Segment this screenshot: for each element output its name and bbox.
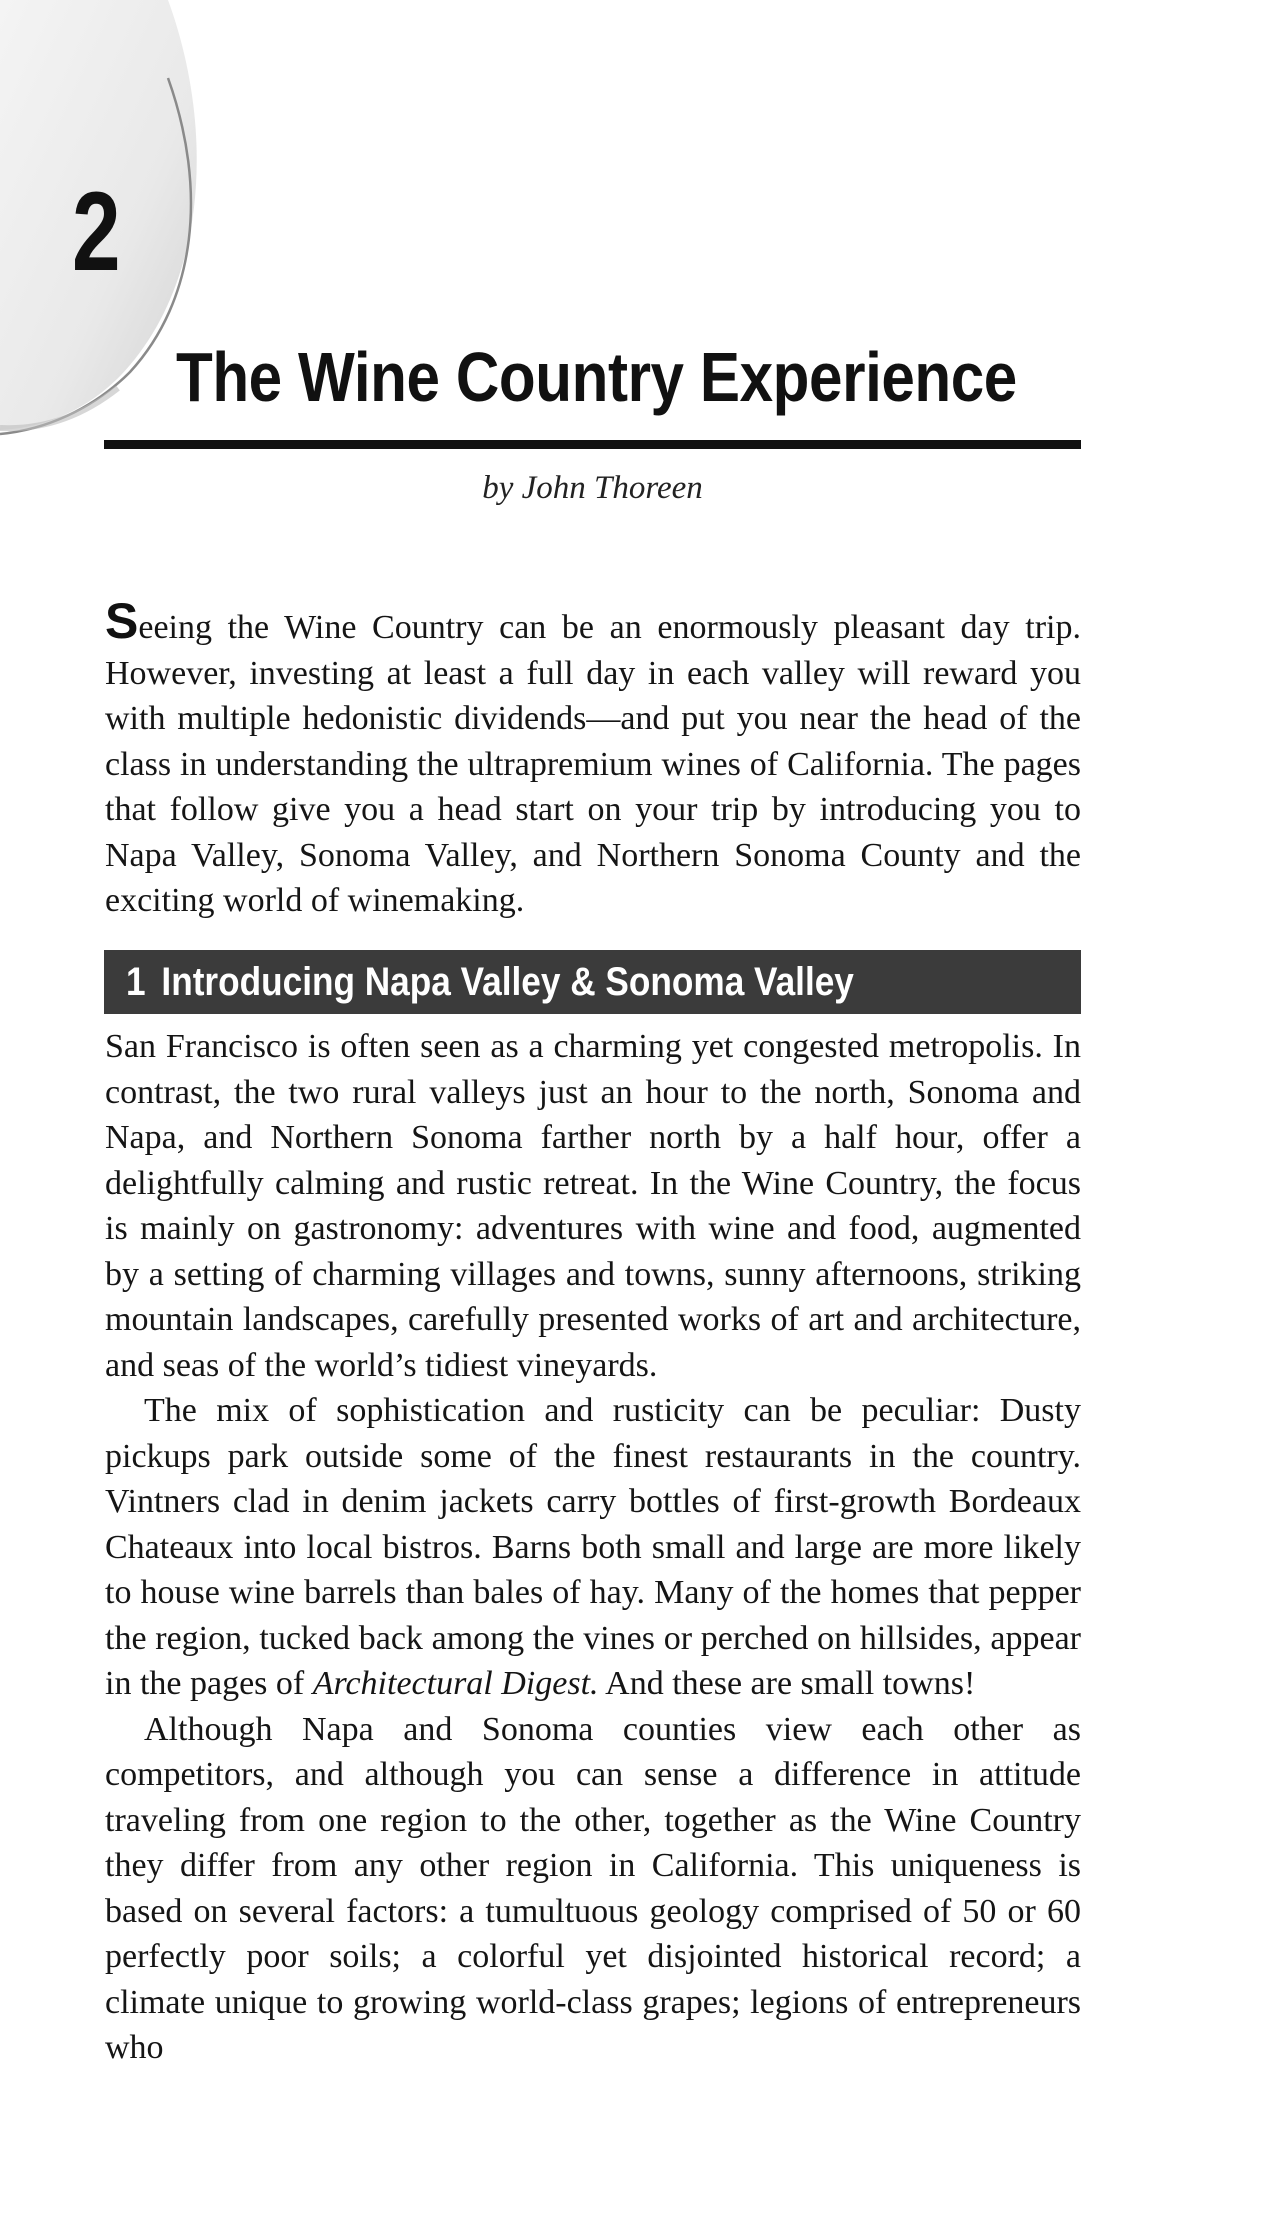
intro-text: eeing the Wine Country can be an enormously pleasant day trip. However, investing at least a full day in each valley will reward you with multiple hedonistic dividends—and put you near the head of the class in understanding the ultrapremium wines of California. The pages that follow give you a head start on your trip by introducing you to Napa Valley, Sonoma Valley, and Northern Sonoma County and the exciting world of winemaking. bbox=[105, 609, 1081, 919]
title-rule bbox=[104, 440, 1081, 449]
intro-paragraph bbox=[105, 593, 1081, 924]
paragraph-text-before: The mix of sophistication and rusticity can be peculiar: Dusty pickups park outside some of the finest restaurants in the country. Vintners clad in denim jackets carry bottles of first-growth Bordeaux Chateaux into local bistros. Barns both small and large are more likely to house wine barrels than bales of hay. Many of the homes that pepper the region, tucked back among the vines or perched on hillsides, appear in the pages of bbox=[105, 1392, 1081, 1702]
paragraph bbox=[105, 1388, 1081, 1707]
section-heading bbox=[104, 950, 1081, 1014]
dropcap: S bbox=[105, 593, 139, 649]
byline: by John Thoreen bbox=[482, 470, 703, 506]
section-body bbox=[105, 1024, 1081, 2071]
paragraph: San Francisco is often seen as a charming yet congested metropolis. In contrast, the two rural valleys just an hour to the north, Sonoma and Napa, and Northern Sonoma farther north by a half hour, offer a delightfully calming and rustic retreat. In the Wine Country, the focus is mainly on gastronomy: adventures with wine and food, augmented by a setting of charming villages and towns, sunny afternoons, striking mountain landscapes, carefully presented works of art and architecture, and seas of the world’s tidiest vineyards. bbox=[105, 1028, 1081, 1384]
section-title: Introducing Napa Valley & Sonoma Valley bbox=[161, 960, 854, 1004]
chapter-title: The Wine Country Experience bbox=[176, 338, 1017, 416]
chapter-number: 2 bbox=[72, 169, 121, 294]
section-number: 1 bbox=[126, 960, 146, 1004]
paragraph-text-after: And these are small towns! bbox=[598, 1665, 976, 1702]
paragraph: Although Napa and Sonoma counties view each other as competitors, and although you can sense a difference in attitude traveling from one region to the other, together as the Wine Country they differ from any other region in California. This uniqueness is based on several factors: a tumultuous geology comprised of 50 or 60 perfectly poor soils; a colorful yet disjointed historical record; a climate unique to growing world-class grapes; legions of entrepreneurs who bbox=[105, 1710, 1081, 2066]
publication-title: Architectural Digest. bbox=[312, 1665, 599, 1702]
